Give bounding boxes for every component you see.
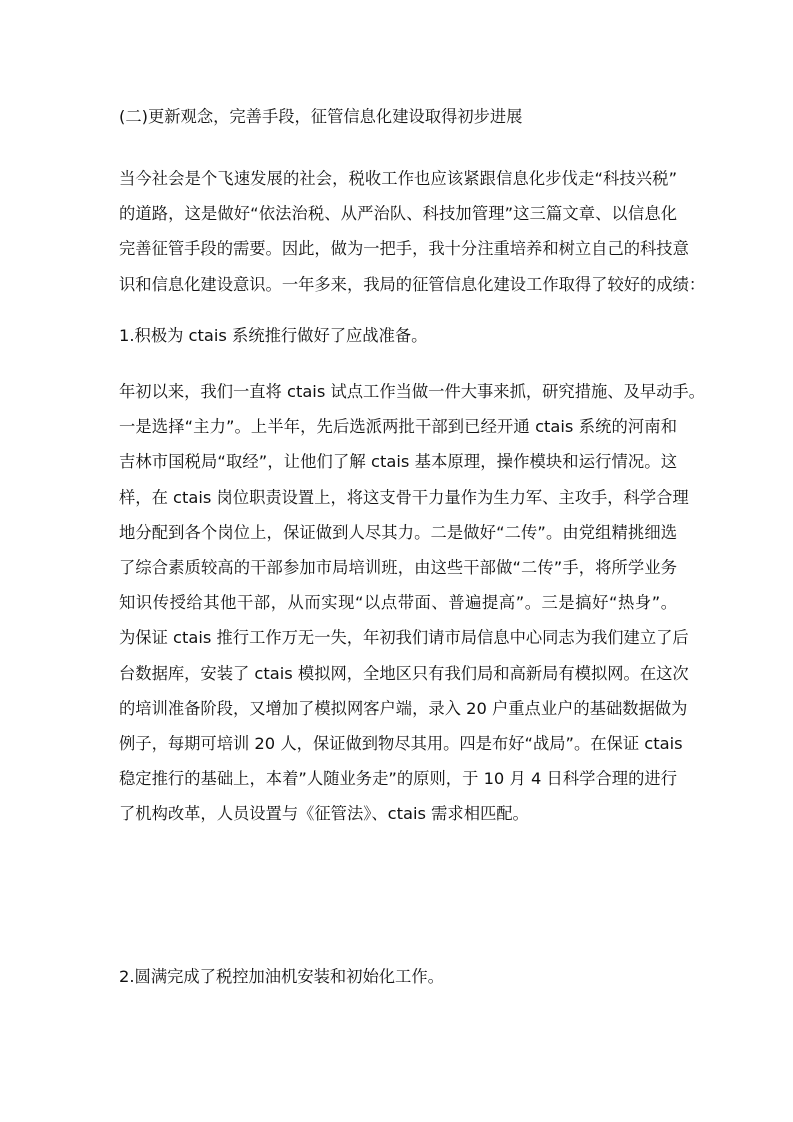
paragraph-line: 年初以来，我们一直将 ctais 试点工作当做一件大事来抓，研究措施、及早动手。 xyxy=(119,382,705,401)
paragraph-line: 吉林市国税局“取经”，让他们了解 ctais 基本原理，操作模块和运行情况。这 xyxy=(119,452,677,472)
list-item-2 xyxy=(119,959,677,994)
heading-text: (二)更新观念，完善手段，征管信息化建设取得初步进展 xyxy=(119,107,523,126)
paragraph-2 xyxy=(119,374,705,831)
paragraph-line: 的培训准备阶段，又增加了模拟网客户端，录入 20 户重点业户的基础数据做为 xyxy=(119,698,688,718)
section-heading xyxy=(119,99,677,134)
paragraph-line: 了综合素质较高的干部参加市局培训班，由这些干部做“二传”手，将所学业务 xyxy=(119,557,677,577)
paragraph-line: 地分配到各个岗位上，保证做到人尽其力。二是做好“二传”。由党组精挑细选 xyxy=(119,522,677,542)
item-text: 1.积极为 ctais 系统推行做好了应战准备。 xyxy=(119,326,428,345)
paragraph-line: 完善征管手段的需要。因此，做为一把手，我十分注重培养和树立自己的科技意 xyxy=(119,239,689,259)
paragraph-line: 知识传授给其他干部，从而实现“以点带面、普遍提高”。三是搞好“热身”。 xyxy=(119,593,677,613)
paragraph-line: 稳定推行的基础上，本着”人随业务走”的原则，于 10 月 4 日科学合理的进行 xyxy=(119,769,677,789)
paragraph-line: 一是选择“主力”。上半年，先后选派两批干部到已经开通 ctais 系统的河南和 xyxy=(119,417,677,437)
paragraph-line: 当今社会是个飞速发展的社会，税收工作也应该紧跟信息化步伐走“科技兴税” xyxy=(119,169,677,188)
paragraph-line: 识和信息化建设意识。一年多来，我局的征管信息化建设工作取得了较好的成绩： xyxy=(119,274,706,294)
paragraph-line: 了机构改革，人员设置与《征管法》、ctais 需求相匹配。 xyxy=(119,804,529,824)
paragraph-1 xyxy=(119,161,706,302)
list-item-1 xyxy=(119,318,677,353)
paragraph-line: 例子，每期可培训 20 人，保证做到物尽其用。四是布好“战局”。在保证 ctais xyxy=(119,733,683,753)
paragraph-line: 样，在 ctais 岗位职责设置上，将这支骨干力量作为生力军、主攻手，科学合理 xyxy=(119,487,689,507)
paragraph-line: 台数据库，安装了 ctais 模拟网，全地区只有我们局和高新局有模拟网。在这次 xyxy=(119,663,689,683)
item-text: 2.圆满完成了税控加油机安装和初始化工作。 xyxy=(119,967,444,986)
paragraph-line: 为保证 ctais 推行工作万无一失，年初我们请市局信息中心同志为我们建立了后 xyxy=(119,628,689,648)
paragraph-line: 的道路，这是做好“依法治税、从严治队、科技加管理”这三篇文章、以信息化 xyxy=(119,204,677,224)
